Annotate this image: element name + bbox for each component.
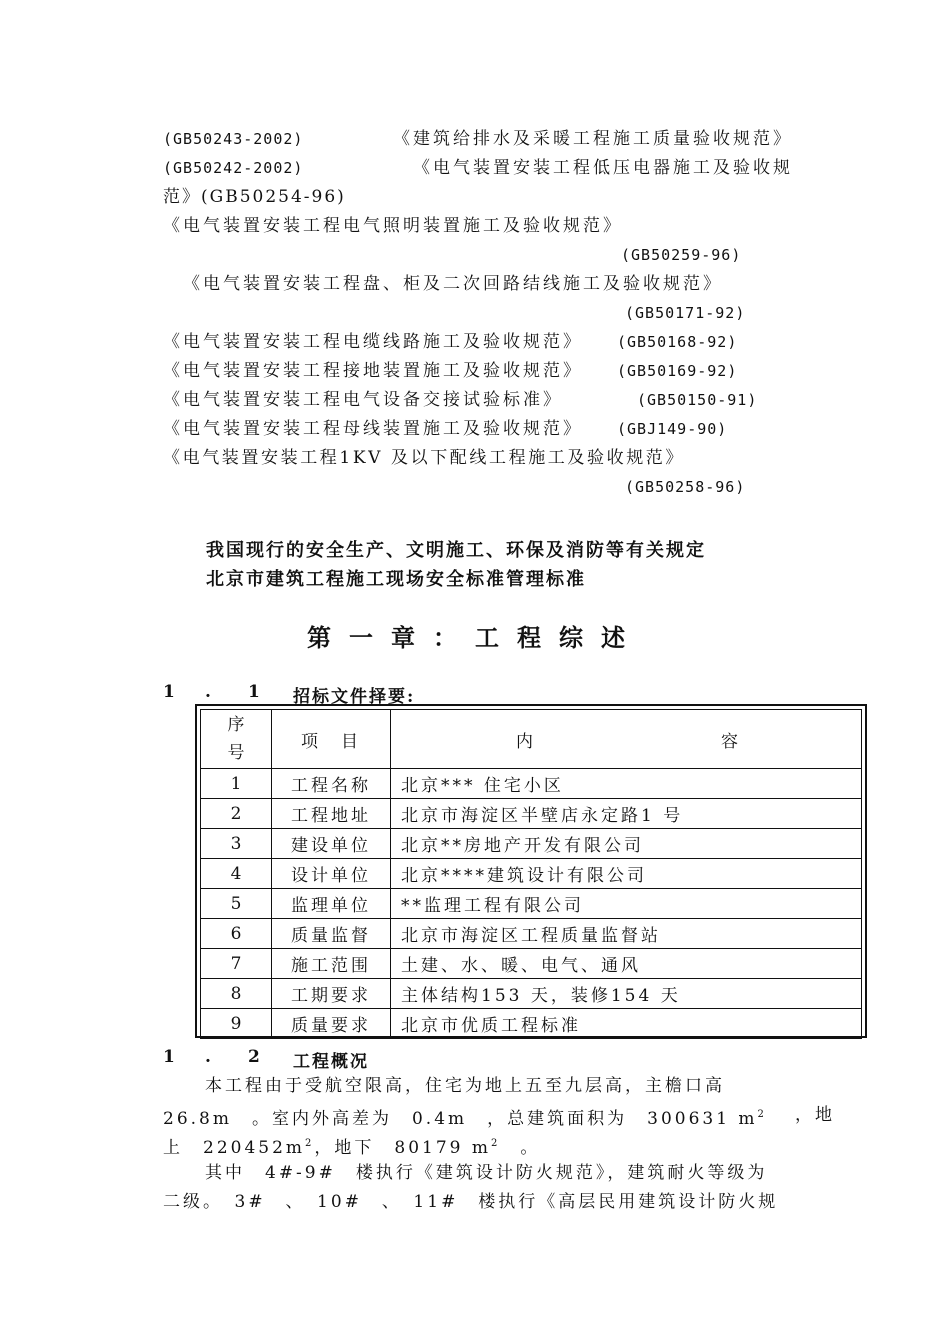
header-no: 序 号 bbox=[201, 710, 272, 769]
overview-p2-line1: 其中 4#-9# 楼执行《建筑设计防火规范》，建筑耐火等级为 bbox=[205, 1163, 768, 1183]
ref-7-code: (GB50150-91) bbox=[637, 391, 758, 409]
ref-1-title: 《建筑给排水及采暖工程施工质量验收规范》 bbox=[393, 129, 793, 149]
ref-9-code: (GB50258-96) bbox=[625, 478, 746, 496]
ref-4-code: (GB50171-92) bbox=[625, 304, 746, 322]
regulation-line-2: 北京市建筑工程施工现场安全标准管理标准 bbox=[206, 569, 586, 590]
section-1-2-n1: 1 bbox=[163, 1047, 175, 1067]
table-row: 2 工程地址 北京市海淀区半壁店永定路1 号 bbox=[201, 799, 862, 829]
ref-8-code: (GBJ149-90) bbox=[617, 420, 728, 438]
ref-1-code: (GB50243-2002) bbox=[163, 130, 304, 148]
table-row: 9 质量要求 北京市优质工程标准 bbox=[201, 1009, 862, 1039]
ref-2-cont: 范》(GB50254-96) bbox=[163, 187, 346, 207]
table-row: 5 监理单位 **监理工程有限公司 bbox=[201, 889, 862, 919]
ref-5-code: (GB50168-92) bbox=[617, 333, 738, 351]
table-row: 1 工程名称 北京*** 住宅小区 bbox=[201, 769, 862, 799]
ref-2-code: (GB50242-2002) bbox=[163, 159, 304, 177]
table-row: 6 质量监督 北京市海淀区工程质量监督站 bbox=[201, 919, 862, 949]
ref-3-code: (GB50259-96) bbox=[621, 246, 742, 264]
table-row: 8 工期要求 主体结构153 天，装修154 天 bbox=[201, 979, 862, 1009]
section-1-2-title: 工程概况 bbox=[293, 1052, 369, 1072]
table-row: 7 施工范围 土建、水、暖、电气、通风 bbox=[201, 949, 862, 979]
ref-9-title: 《电气装置安装工程1KV 及以下配线工程施工及验收规范》 bbox=[163, 448, 685, 468]
overview-p2-line2: 二级。 3# 、 10# 、 11# 楼执行《高层民用建筑设计防火规 bbox=[163, 1192, 779, 1212]
section-1-1-n2: 1 bbox=[248, 682, 260, 702]
ref-4-title: 《电气装置安装工程盘、柜及二次回路结线施工及验收规范》 bbox=[183, 274, 723, 294]
ref-6-title: 《电气装置安装工程接地装置施工及验收规范》 bbox=[163, 361, 583, 381]
section-1-2-dot: . bbox=[205, 1047, 211, 1067]
section-1-1-dot: . bbox=[205, 682, 211, 702]
section-1-1-n1: 1 bbox=[163, 682, 175, 702]
overview-p1-line1: 本工程由于受航空限高，住宅为地上五至九层高，主檐口高 bbox=[205, 1076, 725, 1096]
chapter-title: 第一章：工程综述 bbox=[307, 623, 643, 652]
table-header-row bbox=[201, 710, 862, 769]
section-1-1-title: 招标文件择要: bbox=[293, 687, 416, 707]
overview-p1-line3: 上 $220452m^2$，地下 80179 $m^2$ 。 bbox=[163, 1138, 541, 1158]
ref-5-title: 《电气装置安装工程电缆线路施工及验收规范》 bbox=[163, 332, 583, 352]
tender-summary-table bbox=[195, 704, 867, 1038]
table-row: 3 建设单位 北京**房地产开发有限公司 bbox=[201, 829, 862, 859]
ref-6-code: (GB50169-92) bbox=[617, 362, 738, 380]
section-1-2-n2: 2 bbox=[248, 1047, 260, 1067]
header-item: 项 目 bbox=[272, 710, 391, 769]
ref-3-title: 《电气装置安装工程电气照明装置施工及验收规范》 bbox=[163, 216, 623, 236]
ref-7-title: 《电气装置安装工程电气设备交接试验标准》 bbox=[163, 390, 563, 410]
table-row: 4 设计单位 北京****建筑设计有限公司 bbox=[201, 859, 862, 889]
ref-8-title: 《电气装置安装工程母线装置施工及验收规范》 bbox=[163, 419, 583, 439]
regulation-line-1: 我国现行的安全生产、文明施工、环保及消防等有关规定 bbox=[206, 540, 706, 561]
header-content: 内 容 bbox=[391, 710, 862, 769]
ref-2-title: 《电气装置安装工程低压电器施工及验收规 bbox=[413, 158, 793, 178]
overview-p1-line2: 26.8m 。室内外高差为 0.4m ，总建筑面积为 300631 $m^2$ ，地 bbox=[163, 1105, 835, 1129]
